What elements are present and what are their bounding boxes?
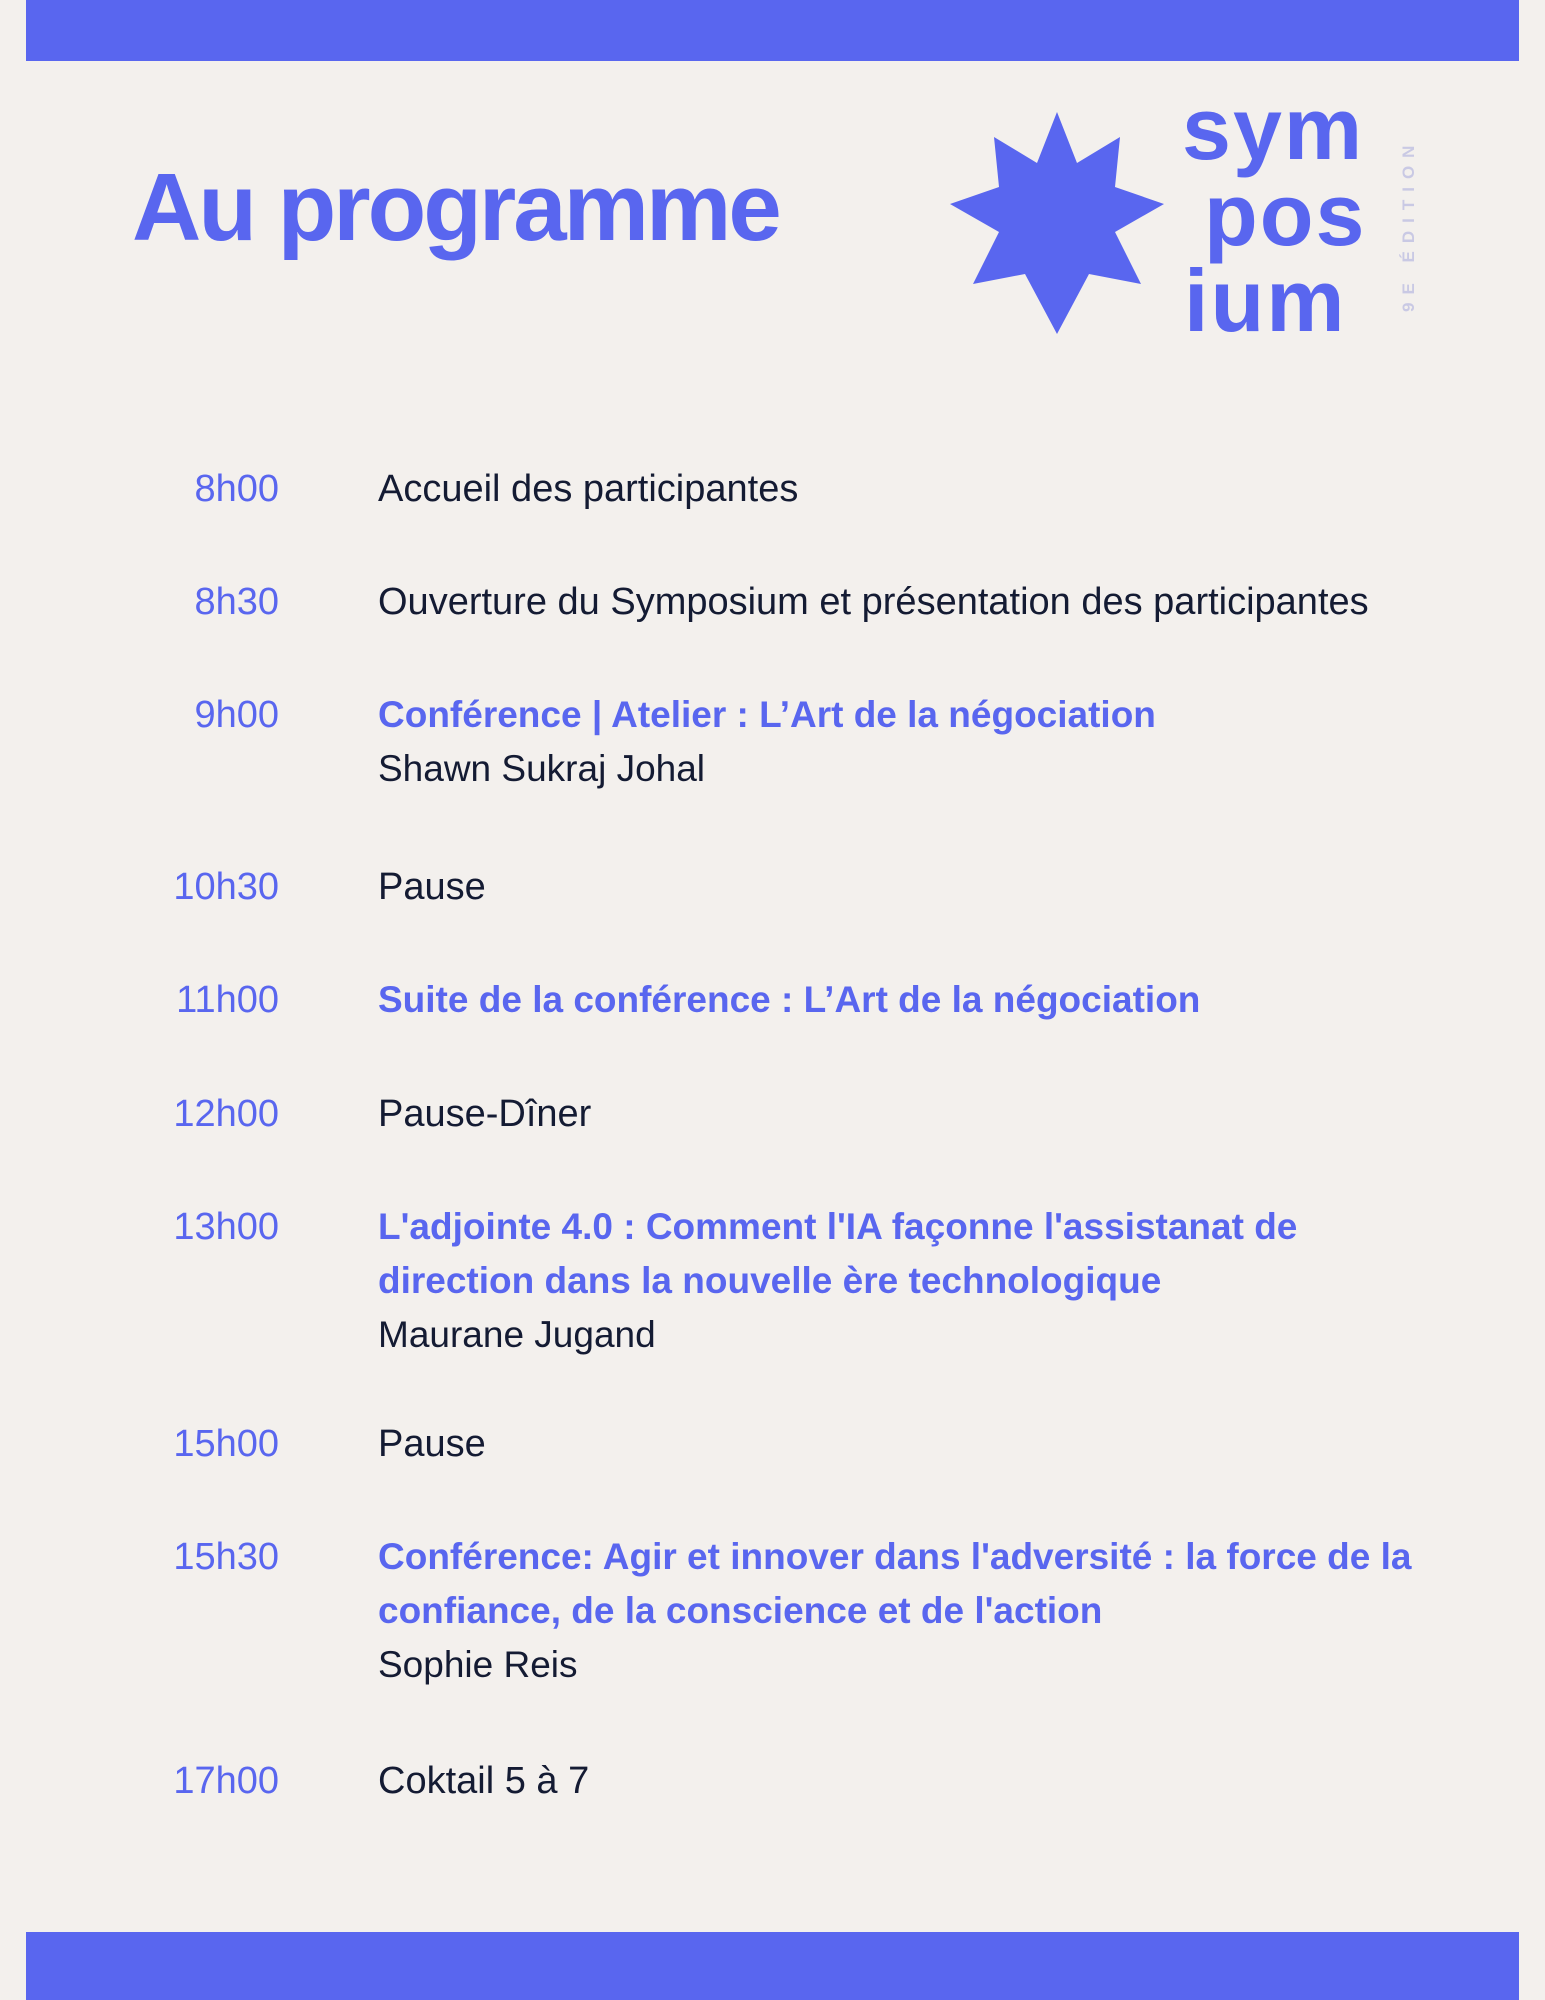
speaker-name: Shawn Sukraj Johal [378,748,706,789]
schedule-time: 13h00 [173,1206,279,1248]
schedule-time: 10h30 [173,866,279,908]
schedule-time: 17h00 [173,1760,279,1802]
schedule-text: Pause [378,866,486,908]
logo-line-3: ium [1184,251,1347,350]
session-title: Conférence: Agir et innover dans l'adversité : la force de la confiance, de la conscience et de l'action [378,1536,1412,1631]
session-title: Suite de la conférence : L’Art de la négociation [378,979,1201,1020]
logo-line-1: sym [1182,79,1365,178]
schedule-time: 12h00 [173,1093,279,1135]
schedule-time: 8h00 [194,468,279,510]
schedule-text: Accueil des participantes [378,468,799,510]
top-banner [26,0,1519,61]
session-title: L'adjointe 4.0 : Comment l'IA façonne l'assistanat de direction dans la nouvelle ère technologique [378,1206,1298,1301]
speaker-name: Maurane Jugand [378,1314,656,1355]
symposium-logo [1180,79,1390,350]
schedule-time: 8h30 [194,581,279,623]
page-title: Au programme [132,154,779,261]
speaker-name: Sophie Reis [378,1644,578,1685]
schedule-text: Pause [378,1423,486,1465]
logo-line-2: pos [1204,165,1367,264]
schedule-time: 11h00 [176,979,279,1021]
schedule-text: Ouverture du Symposium et présentation des participantes [378,581,1369,623]
schedule-time: 9h00 [194,694,279,736]
star-icon [950,112,1164,334]
session-title: Conférence | Atelier : L’Art de la négociation [378,694,1156,735]
bottom-banner [26,1932,1519,2000]
schedule-text: Pause-Dîner [378,1093,592,1135]
edition-label: 9E ÉDITION [1399,137,1418,313]
schedule-text: Coktail 5 à 7 [378,1760,590,1802]
schedule-time: 15h00 [173,1423,279,1465]
schedule-time: 15h30 [173,1536,279,1578]
